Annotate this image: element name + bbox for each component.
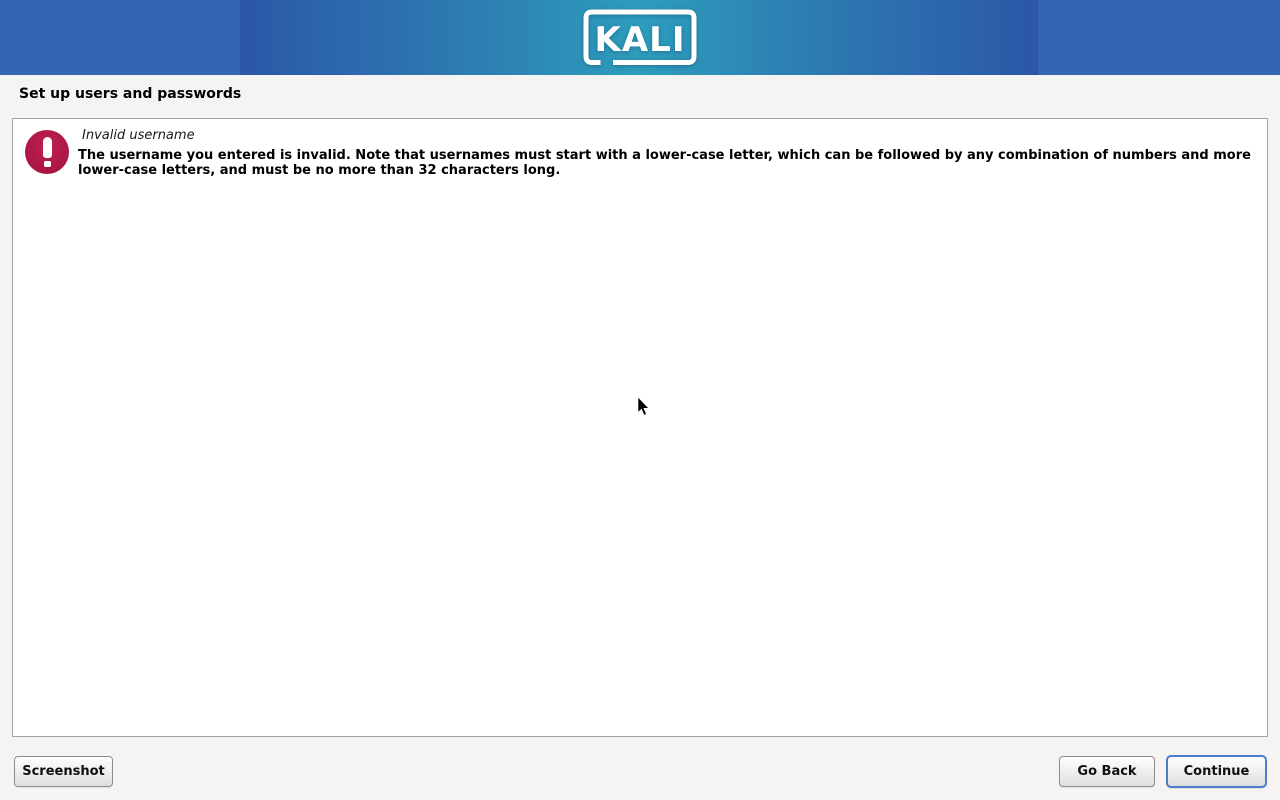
main-content-panel xyxy=(12,118,1268,737)
kali-logo-icon xyxy=(583,9,697,66)
page-title: Set up users and passwords xyxy=(19,86,242,102)
alert-title: Invalid username xyxy=(82,128,195,143)
kali-logo-text: KALI xyxy=(594,20,686,60)
continue-button[interactable]: Continue xyxy=(1166,755,1267,788)
error-exclamation-icon xyxy=(25,130,69,174)
installer-banner xyxy=(0,0,1280,75)
go-back-button[interactable]: Go Back xyxy=(1059,756,1155,787)
screenshot-button[interactable]: Screenshot xyxy=(14,756,113,787)
alert-message: The username you entered is invalid. Note that usernames must start with a lower-case letter, which can be followed by any combination of numbers and more lower-case letters, and must be no more than 32 characters long. xyxy=(78,148,1251,178)
